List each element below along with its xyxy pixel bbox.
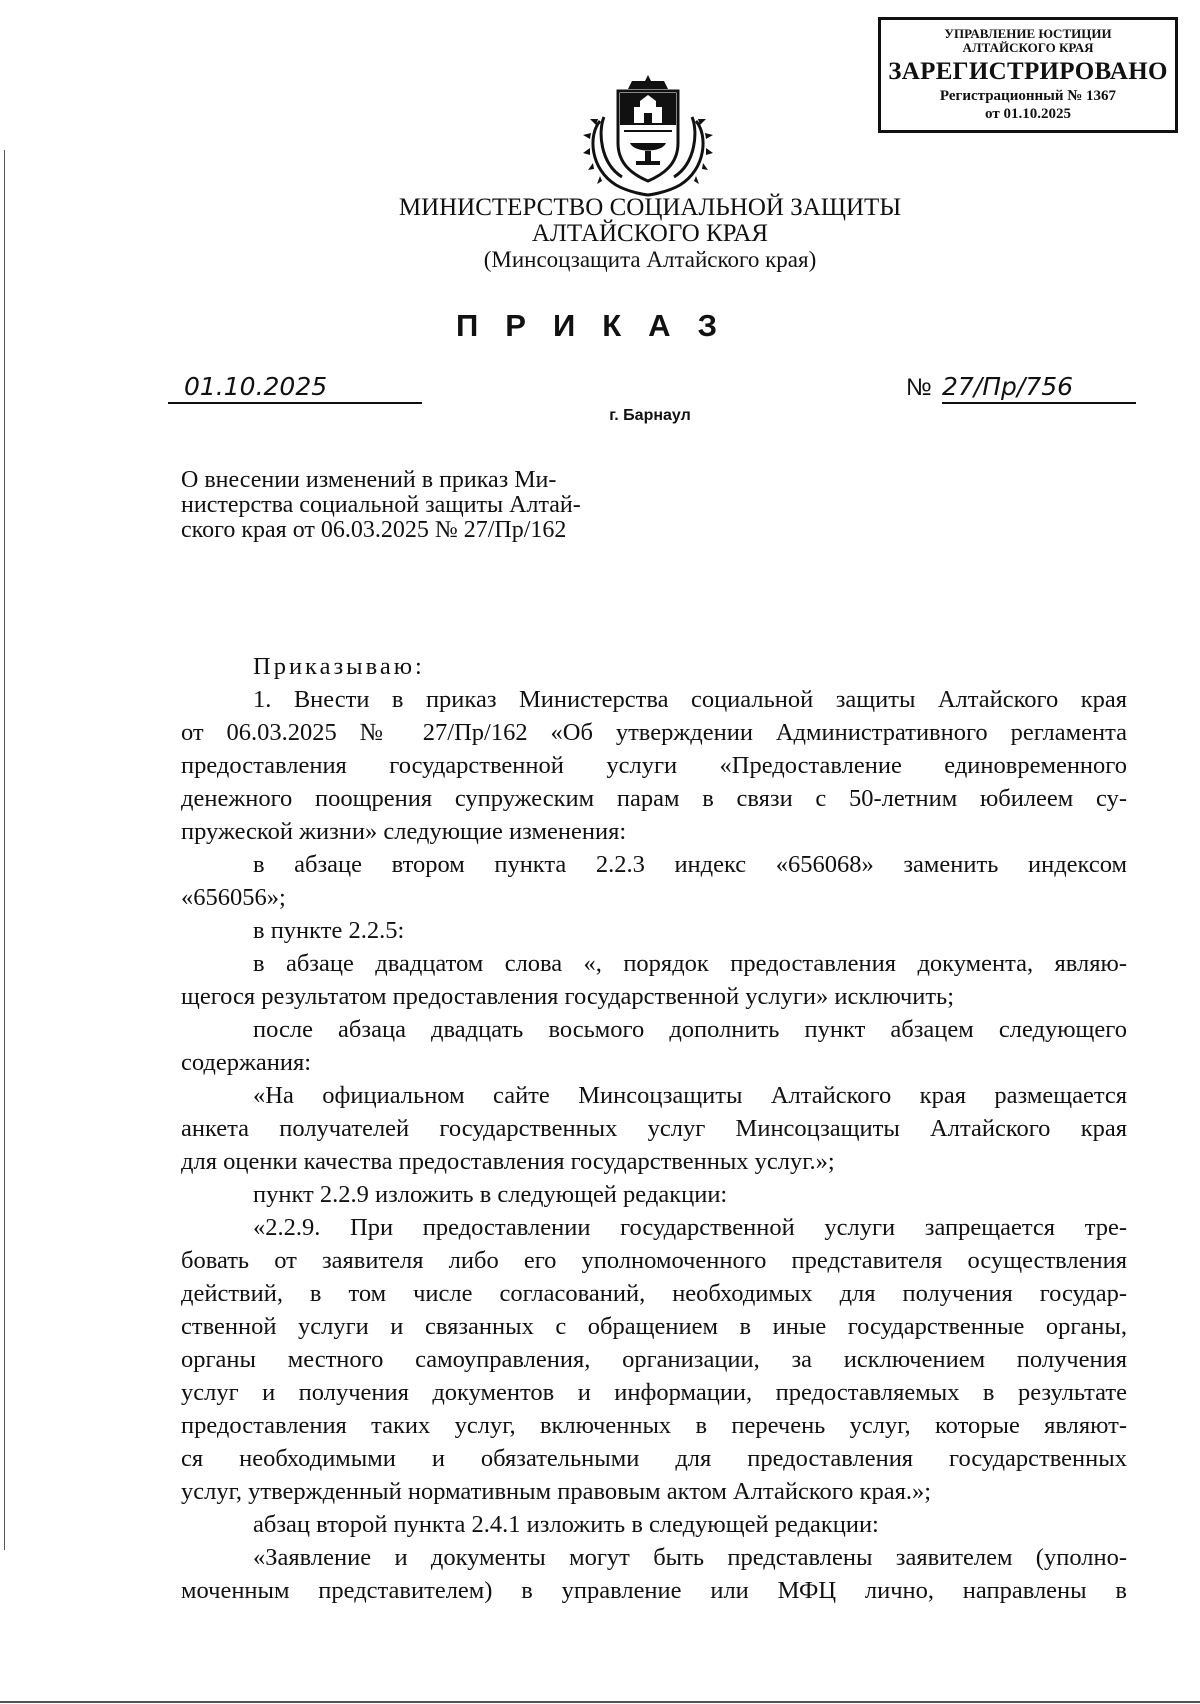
body-line: действий, в том числе согласований, необходимых для получения государ-	[181, 1280, 1127, 1307]
order-number: 27/Пр/756	[942, 372, 1136, 404]
body-line: пружеской жизни» следующие изменения:	[181, 818, 627, 845]
stamp-reg-number: Регистрационный № 1367	[939, 88, 1117, 104]
document-type-title: ПРИКАЗ	[456, 308, 744, 343]
body-line: услуг и получения документов и информации, предоставляемых в результате	[181, 1379, 1127, 1406]
body-line: после абзаца двадцать восьмого дополнить пункт абзацем следующего	[253, 1016, 1127, 1043]
order-date: 01.10.2025	[168, 372, 422, 404]
body-line: для оценки качества предоставления государственных услуг.»;	[181, 1148, 835, 1175]
body-line: «Заявление и документы могут быть представлены заявителем (уполно-	[253, 1544, 1127, 1571]
body-line: «На официальном сайте Минсоцзащиты Алтайского края размещается	[253, 1082, 1127, 1109]
ministry-header	[300, 195, 1000, 273]
body-line: в пункте 2.2.5:	[253, 917, 405, 944]
coat-of-arms-icon	[582, 73, 714, 197]
ministry-short-name: (Минсоцзащита Алтайского края)	[483, 247, 817, 272]
body-line: денежного поощрения супружеским парам в связи с 50-летним юбилеем су-	[181, 785, 1127, 812]
body-line: щегося результатом предоставления государственной услуги» исключить;	[181, 983, 955, 1010]
stamp-authority-line1: УПРАВЛЕНИЕ ЮСТИЦИИ	[944, 26, 1112, 41]
body-line: моченным представителем) в управление или МФЦ лично, направлены в	[181, 1577, 1127, 1604]
registration-stamp	[878, 17, 1178, 133]
order-subject	[181, 468, 651, 543]
body-line: предоставления таких услуг, включенных в перечень услуг, которые являют-	[181, 1412, 1127, 1439]
order-number-block	[906, 372, 1136, 406]
body-line: от 06.03.2025 № 27/Пр/162 «Об утверждении Административного регламента	[181, 719, 1127, 746]
body-line: Приказываю:	[253, 653, 425, 680]
body-line: бовать от заявителя либо его уполномоченного представителя осуществления	[181, 1247, 1127, 1274]
order-body	[181, 650, 1127, 1607]
body-line: ся необходимыми и обязательными для предоставления государственных	[181, 1445, 1127, 1472]
scan-edge-left	[4, 150, 5, 1550]
body-line: предоставления государственной услуги «Предоставление единовременного	[181, 752, 1127, 779]
body-line: 1. Внести в приказ Министерства социальной защиты Алтайского края	[253, 686, 1127, 713]
body-line: услуг, утвержденный нормативным правовым актом Алтайского края.»;	[181, 1478, 932, 1505]
body-line: «2.2.9. При предоставлении государственной услуги запрещается тре-	[253, 1214, 1127, 1241]
body-line: в абзаце двадцатом слова «, порядок предоставления документа, являю-	[253, 950, 1127, 977]
subject-line: О внесении изменений в приказ Ми-	[181, 467, 557, 493]
body-line: в абзаце втором пункта 2.2.3 индекс «656068» заменить индексом	[253, 851, 1127, 878]
number-sign: №	[906, 374, 932, 401]
subject-line: ского края от 06.03.2025 № 27/Пр/162	[181, 517, 567, 543]
stamp-authority-line2: АЛТАЙСКОГО КРАЯ	[962, 40, 1094, 55]
body-line: ственной услуги и связанных с обращением в иные государственные органы,	[181, 1313, 1127, 1340]
body-line: анкета получателей государственных услуг Минсоцзащиты Алтайского края	[181, 1115, 1127, 1142]
scan-edge-bottom	[0, 1701, 1200, 1703]
city: г. Барнаул	[609, 407, 691, 424]
ministry-name-line1: МИНИСТЕРСТВО СОЦИАЛЬНОЙ ЗАЩИТЫ	[398, 194, 902, 221]
body-line: «656056»;	[181, 884, 286, 911]
stamp-status: ЗАРЕГИСТРИРОВАНО	[888, 58, 1168, 85]
body-line: пункт 2.2.9 изложить в следующей редакции:	[253, 1181, 728, 1208]
stamp-date: от 01.10.2025	[985, 106, 1071, 122]
subject-line: нистерства социальной защиты Алтай-	[181, 492, 581, 518]
ministry-name-line2: АЛТАЙСКОГО КРАЯ	[531, 220, 769, 247]
body-line: органы местного самоуправления, организации, за исключением получения	[181, 1346, 1127, 1373]
body-line: содержания:	[181, 1049, 312, 1076]
body-line: абзац второй пункта 2.4.1 изложить в следующей редакции:	[253, 1511, 879, 1538]
